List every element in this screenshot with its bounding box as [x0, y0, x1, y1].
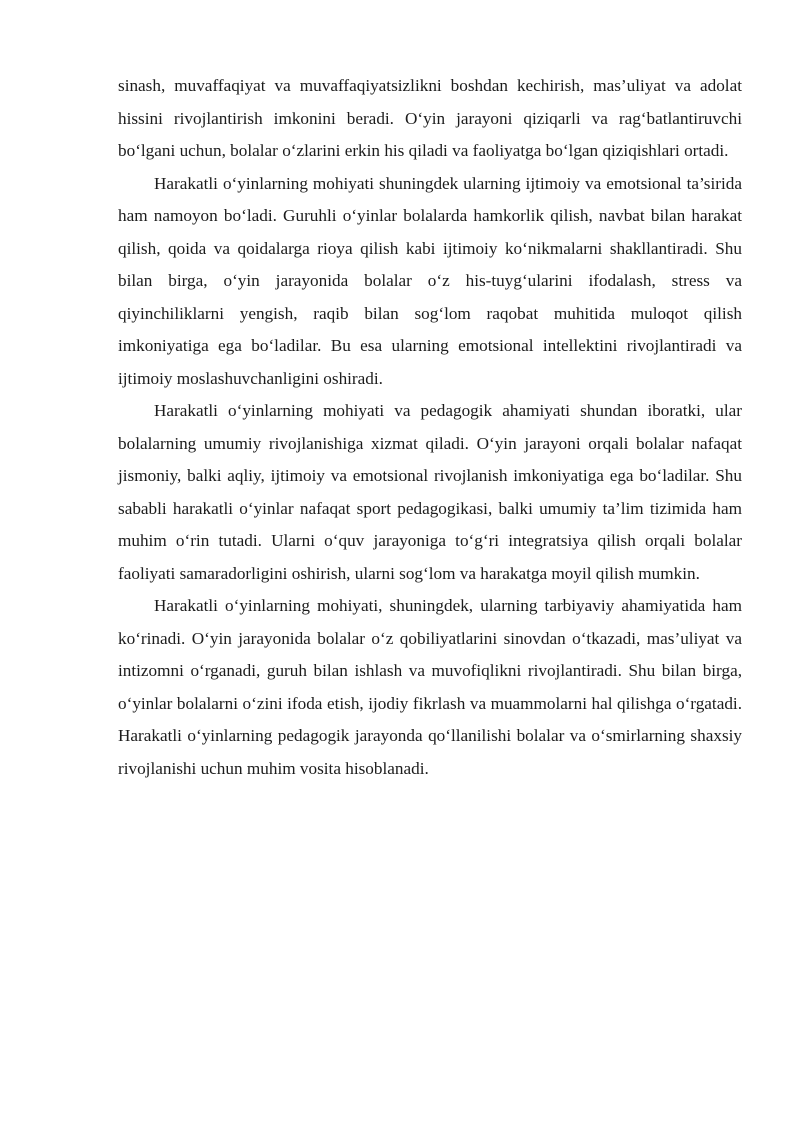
- paragraph-4: Harakatli o‘yinlarning mohiyati, shuningdek, ularning tarbiyaviy ahamiyatida ham ko‘rinadi. O‘yin jarayonida bolalar o‘z qobiliyatlarini sinovdan o‘tkazadi, mas’uliyat va intizomni o‘rganadi, guruh bilan ishlash va muvofiqlikni rivojlantiradi. Shu bilan birga, o‘yinlar bolalarni o‘zini ifoda etish, ijodiy fikrlash va muammolarni hal qilishga o‘rgatadi. Harakatli o‘yinlarning pedagogik jarayonda qo‘llanilishi bolalar va o‘smirlarning shaxsiy rivojlanishi uchun muhim vosita hisoblanadi.: [118, 596, 742, 778]
- paragraph-3: Harakatli o‘yinlarning mohiyati va pedagogik ahamiyati shundan iboratki, ular bolalarning umumiy rivojlanishiga xizmat qiladi. O‘yin jarayoni orqali bolalar nafaqat jismoniy, balki aqliy, ijtimoiy va emotsional rivojlanish imkoniyatiga ega bo‘ladilar. Shu sababli harakatli o‘yinlar nafaqat sport pedagogikasi, balki umumiy ta’lim tizimida ham muhim o‘rin tutadi. Ularni o‘quv jarayoniga to‘g‘ri integratsiya qilish orqali bolalar faoliyati samaradorligini oshirish, ularni sog‘lom va harakatga moyil qilish mumkin.: [118, 401, 742, 583]
- paragraph-1: sinash, muvaffaqiyat va muvaffaqiyatsizlikni boshdan kechirish, mas’uliyat va adolat hissini rivojlantirish imkonini beradi. O‘yin jarayoni qiziqarli va rag‘batlantiruvchi bo‘lgani uchun, bolalar o‘zlarini erkin his qiladi va faoliyatga bo‘lgan qiziqishlari ortadi.: [118, 76, 742, 160]
- document-page: [118, 70, 742, 785]
- paragraph-2: Harakatli o‘yinlarning mohiyati shuningdek ularning ijtimoiy va emotsional ta’sirida ham namoyon bo‘ladi. Guruhli o‘yinlar bolalarda hamkorlik qilish, navbat bilan harakat qilish, qoida va qoidalarga rioya qilish kabi ijtimoiy ko‘nikmalarni shakllantiradi. Shu bilan birga, o‘yin jarayonida bolalar o‘z his-tuyg‘ularini ifodalash, stress va qiyinchiliklarni yengish, raqib bilan sog‘lom raqobat muhitida muloqot qilish imkoniyatiga ega bo‘ladilar. Bu esa ularning emotsional intellektini rivojlantiradi va ijtimoiy moslashuvchanligini oshiradi.: [118, 173, 742, 388]
